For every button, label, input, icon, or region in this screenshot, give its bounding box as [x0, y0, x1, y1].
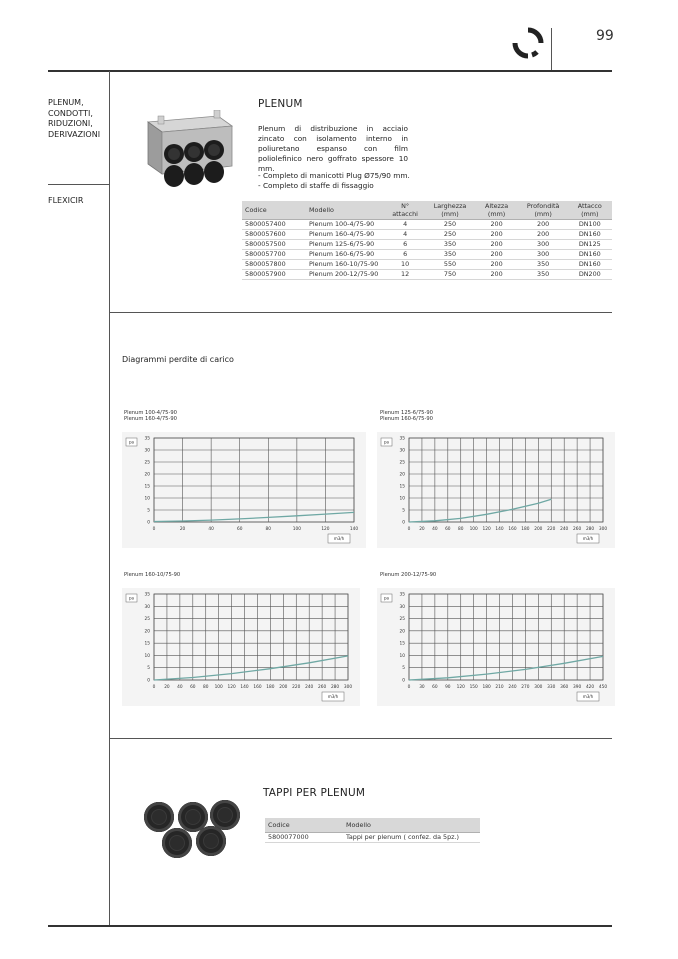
plenum-product-image — [140, 110, 236, 198]
x-tick-label: 300 — [534, 685, 543, 690]
column-header-codice: Codice — [242, 201, 306, 220]
x-tick-label: 330 — [547, 685, 556, 690]
x-tick-label: 0 — [152, 527, 156, 532]
x-tick-label: 100 — [214, 685, 223, 690]
y-tick-label: 15 — [144, 641, 150, 647]
table-cell: 12 — [385, 270, 426, 280]
x-tick-label: 140 — [349, 527, 359, 532]
chart-title-line: Plenum 160-6/75-90 — [380, 416, 433, 423]
chart-title-line: Plenum 200-12/75-90 — [380, 572, 437, 578]
x-tick-label: 60 — [190, 685, 196, 690]
table-cell: 350 — [519, 270, 568, 280]
y-tick-label: 25 — [144, 460, 150, 466]
x-tick-label: 20 — [419, 527, 425, 532]
y-tick-label: 35 — [399, 436, 405, 442]
table-cell: 5800077000 — [265, 833, 343, 843]
table-cell: Plenum 200-12/75-90 — [306, 270, 385, 280]
x-tick-label: 260 — [318, 685, 327, 690]
chart-title-line: Plenum 160-4/75-90 — [124, 416, 177, 423]
table-cell: Plenum 100-4/75-90 — [306, 220, 385, 230]
table-cell: 200 — [474, 260, 518, 270]
x-tick-label: 0 — [407, 527, 411, 532]
x-tick-label: 80 — [457, 527, 464, 532]
y-tick-label: 15 — [144, 484, 150, 490]
plenum-feature: - Completo di staffe di fissaggio — [258, 181, 374, 190]
series-line — [154, 512, 354, 521]
plot-frame — [154, 438, 354, 522]
x-tick-label: 200 — [534, 527, 543, 532]
x-tick-label: 300 — [598, 527, 608, 532]
table-cell: 200 — [474, 270, 518, 280]
x-tick-label: 80 — [265, 527, 272, 532]
x-tick-label: 80 — [202, 685, 209, 690]
x-tick-label: 180 — [482, 685, 491, 690]
table-header-row — [242, 201, 612, 220]
y-tick-label: 30 — [144, 448, 150, 454]
table-cell: Plenum 160-6/75-90 — [306, 250, 385, 260]
table-cell: DN200 — [568, 270, 612, 280]
y-axis-label: pa — [384, 439, 389, 445]
y-tick-label: 20 — [144, 472, 150, 478]
column-header-altezza: Altezza (mm) — [474, 201, 518, 220]
table-cell: Plenum 160-4/75-90 — [306, 230, 385, 240]
table-cell: 5800057800 — [242, 260, 306, 270]
chart-title-line: Plenum 100-4/75-90 — [124, 410, 177, 416]
table-cell: DN160 — [568, 260, 612, 270]
y-tick-label: 30 — [399, 604, 405, 610]
x-tick-label: 220 — [547, 527, 556, 532]
table-row — [242, 260, 612, 270]
column-header-codice: Codice — [265, 818, 343, 833]
y-tick-label: 20 — [144, 629, 150, 635]
x-tick-label: 20 — [179, 527, 186, 532]
x-tick-label: 40 — [177, 685, 183, 690]
plenum-features — [258, 171, 438, 191]
x-tick-label: 20 — [164, 685, 170, 690]
x-tick-label: 120 — [482, 527, 491, 532]
column-header-larghezza: Larghezza (mm) — [426, 201, 475, 220]
pressure-loss-chart-4 — [377, 588, 615, 706]
x-tick-label: 60 — [445, 527, 451, 532]
x-tick-label: 240 — [560, 527, 569, 532]
x-tick-label: 120 — [227, 685, 236, 690]
x-tick-label: 140 — [495, 527, 504, 532]
table-cell: 350 — [426, 240, 475, 250]
x-tick-label: 150 — [469, 685, 478, 690]
y-tick-label: 5 — [147, 508, 150, 514]
table-cell: 200 — [519, 220, 568, 230]
x-tick-label: 100 — [292, 527, 301, 532]
x-tick-label: 120 — [321, 527, 330, 532]
series-line — [409, 656, 603, 680]
y-tick-label: 0 — [147, 678, 150, 684]
plugs-product-image — [144, 800, 242, 860]
plenum-title: PLENUM — [258, 98, 303, 110]
y-tick-label: 15 — [399, 641, 405, 647]
x-tick-label: 90 — [445, 685, 451, 690]
sidebar-brand: FLEXICIR — [48, 196, 84, 205]
table-cell: DN160 — [568, 250, 612, 260]
table-row — [242, 270, 612, 280]
y-tick-label: 10 — [399, 496, 405, 502]
y-axis-label: pa — [129, 595, 134, 601]
x-tick-label: 240 — [305, 685, 314, 690]
y-tick-label: 5 — [402, 508, 405, 514]
table-cell: 300 — [519, 250, 568, 260]
x-tick-label: 270 — [521, 685, 530, 690]
table-cell: 250 — [426, 230, 475, 240]
table-row — [242, 240, 612, 250]
y-axis-label: pa — [384, 595, 389, 601]
brand-logo-icon — [512, 27, 544, 59]
series-line — [409, 499, 551, 522]
plot-frame — [409, 438, 603, 522]
table-cell: 5800057900 — [242, 270, 306, 280]
table-cell: Tappi per plenum ( confez. da 5pz.) — [343, 833, 480, 843]
table-row — [242, 230, 612, 240]
x-tick-label: 240 — [508, 685, 517, 690]
tappi-title: TAPPI PER PLENUM — [263, 787, 366, 799]
table-cell: 200 — [519, 230, 568, 240]
y-tick-label: 35 — [144, 592, 150, 598]
chart-title-line: Plenum 160-10/75-90 — [124, 572, 181, 578]
x-tick-label: 390 — [573, 685, 582, 690]
table-cell: 200 — [474, 240, 518, 250]
pressure-loss-chart-3 — [122, 588, 360, 706]
x-axis-label: m3/h — [582, 536, 594, 541]
pressure-loss-chart-1 — [122, 432, 366, 548]
table-cell: 350 — [519, 260, 568, 270]
pressure-loss-chart-2 — [377, 432, 615, 548]
x-axis-label: m3/h — [582, 694, 594, 699]
x-tick-label: 360 — [560, 685, 569, 690]
table-cell: 350 — [426, 250, 475, 260]
x-tick-label: 40 — [208, 527, 214, 532]
table-row — [265, 833, 480, 843]
sidebar-category — [48, 98, 100, 140]
y-axis-label: pa — [129, 439, 134, 445]
x-axis-label: m3/h — [333, 536, 345, 541]
table-cell: 10 — [385, 260, 426, 270]
table-row — [242, 220, 612, 230]
x-tick-label: 260 — [573, 527, 582, 532]
column-header-modello: Modello — [343, 818, 480, 833]
chart-svg — [122, 588, 360, 706]
y-tick-label: 0 — [402, 678, 405, 684]
x-tick-label: 160 — [253, 685, 262, 690]
x-axis-label: m3/h — [327, 694, 339, 699]
sidebar-category-line: PLENUM, — [48, 98, 84, 107]
table-cell: Plenum 160-10/75-90 — [306, 260, 385, 270]
x-tick-label: 280 — [330, 685, 340, 690]
x-tick-label: 100 — [469, 527, 478, 532]
tappi-table — [265, 818, 480, 843]
y-tick-label: 5 — [147, 666, 150, 672]
section-rule-1 — [109, 312, 612, 313]
table-cell: 300 — [519, 240, 568, 250]
sidebar-divider — [109, 71, 110, 925]
table-row — [242, 250, 612, 260]
y-tick-label: 5 — [402, 666, 405, 672]
plot-frame — [154, 594, 348, 680]
y-tick-label: 10 — [144, 496, 150, 502]
section-rule-2 — [109, 738, 612, 739]
x-tick-label: 140 — [240, 685, 249, 690]
table-header-row — [265, 818, 480, 833]
x-tick-label: 280 — [585, 527, 595, 532]
y-tick-label: 25 — [399, 460, 405, 466]
page-number: 99 — [596, 28, 614, 44]
chart-1-title — [124, 410, 177, 423]
y-tick-label: 25 — [144, 617, 150, 623]
column-header-attacco: Attacco (mm) — [568, 201, 612, 220]
y-tick-label: 30 — [399, 448, 405, 454]
table-cell: 5800057700 — [242, 250, 306, 260]
x-tick-label: 160 — [508, 527, 517, 532]
table-cell: 5800057500 — [242, 240, 306, 250]
x-tick-label: 0 — [152, 685, 156, 690]
plenum-spec-table — [242, 201, 612, 280]
y-tick-label: 35 — [144, 436, 150, 442]
y-tick-label: 30 — [144, 604, 150, 610]
table-cell: 4 — [385, 220, 426, 230]
table-cell: 200 — [474, 220, 518, 230]
y-tick-label: 10 — [399, 653, 405, 659]
bottom-rule — [48, 925, 612, 927]
table-cell: 4 — [385, 230, 426, 240]
x-tick-label: 180 — [266, 685, 275, 690]
y-tick-label: 20 — [399, 629, 405, 635]
sidebar-category-line: RIDUZIONI, — [48, 119, 93, 128]
chart-title-line: Plenum 125-6/75-90 — [380, 410, 433, 416]
x-tick-label: 210 — [495, 685, 504, 690]
plot-frame — [409, 594, 603, 680]
chart-svg — [377, 432, 615, 548]
plenum-feature: - Completo di manicotti Plug Ø75/90 mm. — [258, 171, 410, 180]
sidebar-category-line: DERIVAZIONI — [48, 129, 101, 139]
diagrams-title: Diagrammi perdite di carico — [122, 355, 234, 364]
y-tick-label: 0 — [402, 520, 405, 526]
chart-svg — [122, 432, 366, 548]
table-cell: 5800057400 — [242, 220, 306, 230]
x-tick-label: 40 — [432, 527, 438, 532]
y-tick-label: 35 — [399, 592, 405, 598]
table-cell: 250 — [426, 220, 475, 230]
y-tick-label: 10 — [144, 653, 150, 659]
x-tick-label: 120 — [456, 685, 465, 690]
table-cell: 6 — [385, 240, 426, 250]
table-cell: DN100 — [568, 220, 612, 230]
x-tick-label: 60 — [432, 685, 438, 690]
sidebar-rule — [48, 184, 109, 185]
table-cell: 200 — [474, 250, 518, 260]
table-cell: 550 — [426, 260, 475, 270]
x-tick-label: 200 — [279, 685, 288, 690]
x-tick-label: 60 — [236, 527, 243, 532]
table-cell: DN160 — [568, 230, 612, 240]
chart-4-title — [380, 572, 436, 578]
x-tick-label: 420 — [585, 685, 595, 690]
table-cell: 750 — [426, 270, 475, 280]
x-tick-label: 30 — [419, 685, 425, 690]
y-tick-label: 15 — [399, 484, 405, 490]
x-tick-label: 220 — [292, 685, 301, 690]
plenum-description: Plenum di distribuzione in acciaio zincato con isolamento interno in poliuretano espanso con film polioleﬁnico nero goffrato spessore 10 mm. — [258, 124, 408, 173]
x-tick-label: 300 — [343, 685, 353, 690]
chart-2-title — [380, 410, 433, 423]
table-cell: 5800057600 — [242, 230, 306, 240]
header-divider — [551, 28, 552, 70]
table-cell: Plenum 125-6/75-90 — [306, 240, 385, 250]
table-cell: DN125 — [568, 240, 612, 250]
column-header-modello: Modello — [306, 201, 385, 220]
y-tick-label: 20 — [399, 472, 405, 478]
chart-svg — [377, 588, 615, 706]
table-cell: 6 — [385, 250, 426, 260]
column-header-attacchi: N° attacchi — [385, 201, 426, 220]
column-header-profondita: Profondità (mm) — [519, 201, 568, 220]
top-rule — [48, 70, 612, 72]
y-tick-label: 25 — [399, 617, 405, 623]
x-tick-label: 450 — [598, 685, 608, 690]
x-tick-label: 180 — [521, 527, 530, 532]
table-cell: 200 — [474, 230, 518, 240]
sidebar-category-line: CONDOTTI, — [48, 108, 93, 118]
y-tick-label: 0 — [147, 520, 150, 526]
chart-3-title — [124, 572, 180, 578]
x-tick-label: 0 — [407, 685, 411, 690]
